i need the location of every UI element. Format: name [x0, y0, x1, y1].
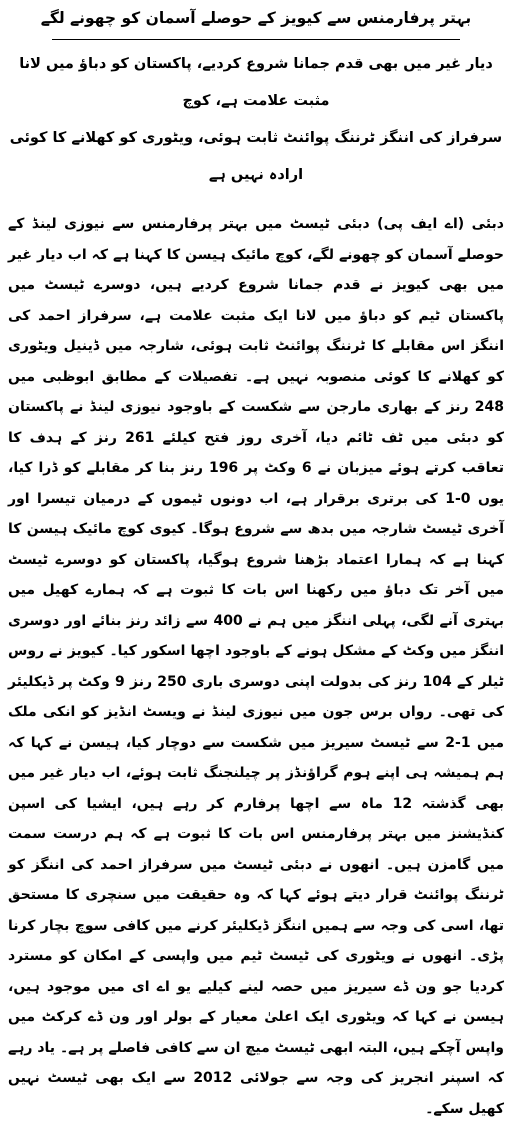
article-body-paragraph: دبئی (اے ایف پی) دبئی ٹیسٹ میں بہتر پرفارمنس سے نیوزی لینڈ کے حوصلے آسمان کو چھونے لگے، کوچ مائیک ہیسن کا کہنا ہے کہ اب دیار غیر میں بھی کیویز نے قدم جمانا شروع کردیے ہیں، دوسرے ٹیسٹ میں پاکستان ٹیم کو دباؤ میں لانا ایک مثبت علامت ہے، سرفراز احمد کی اننگز اس مقابلے کا ٹرننگ پوائنٹ ثابت ہوئی، شارجہ میں ڈینیل ویٹوری کو کھلانے کا کوئی منصوبہ نہیں ہے۔ تفصیلات کے مطابق ابوظبی میں 248 رنز کے بھاری مارجن سے شکست کے باوجود نیوزی لینڈ نے پاکستان کو دبئی میں ٹف ٹائم دیا، آخری روز فتح کیلئے 261 رنز کے ہدف کا تعاقب کرتے ہوئے میزبان نے 6 وکٹ پر 196 رنز بنا کر مقابلے کو ڈرا کیا، یوں 0-1 کی برتری برقرار ہے، اب دونوں ٹیموں کے درمیان تیسرا اور آخری ٹیسٹ شارجہ میں بدھ سے شروع ہوگا۔ کیوی کوچ مائیک ہیسن کا کہنا ہے کہ ہمارا اعتماد بڑھنا شروع ہوگیا، پاکستان کو دوسرے ٹیسٹ میں آخر تک دباؤ میں رکھنا اس بات کا ثبوت ہے کہ ہمارے کھیل میں بہتری آنے لگی، پہلی اننگز میں ہم نے 400 سے زائد رنز بنائے اور دوسری اننگز میں وکٹ کے مشکل ہونے کے باوجود اچھا اسکور کیا۔ کیویز نے روس ٹیلر کے 104 رنز کی بدولت اپنی دوسری باری 250 رنز 9 وکٹ پر ڈیکلیئر کی تھی۔ رواں برس جون میں نیوزی لینڈ نے ویسٹ انڈیز کو انکی ملک میں 1-2 سے ٹیسٹ سیریز میں شکست سے دوچار کیا، ہیسن نے کہا کہ ہم ہمیشہ ہی اپنے ہوم گراؤنڈز پر چیلنجنگ ثابت ہوئے، اب دیار غیر میں بھی گذشتہ 12 ماہ سے اچھا پرفارم کر رہے ہیں، ایشیا کی اسپن کنڈیشنز میں بہتر پرفارمنس اس بات کا ثبوت ہے کہ ہم درست سمت میں گامزن ہیں۔ انھوں نے دبئی ٹیسٹ میں سرفراز احمد کی اننگز کو ٹرننگ پوائنٹ قرار دیتے ہوئے کہا کہ وہ حقیقت میں سنچری کا مستحق تھا، اسی کی وجہ سے ہمیں اننگز ڈیکلیئر کرنے میں کافی سوچ بچار کرنا پڑی۔ انھوں نے ویٹوری کی ٹیسٹ ٹیم میں واپسی کے امکان کو مسترد کردیا جو ون ڈے سیریز میں حصہ لینے کیلیے یو اے ای میں موجود ہیں، ہیسن نے کہا کہ ویٹوری ایک اعلیٰ معیار کے بولر اور ون ڈے کرکٹ میں واپس آچکے ہیں، البتہ ابھی ٹیسٹ میچ ان سے کافی فاصلے پر ہے۔ یاد رہے کہ اسپنر انجریز کی وجہ سے جولائی 2012 سے ایک بھی ٹیسٹ نہیں کھیل سکے۔ [8, 216, 505, 1117]
headline-divider [52, 39, 460, 40]
article-headline: بہتر پرفارمنس سے کیویز کے حوصلے آسمان کو چھونے لگے [40, 9, 472, 27]
article-subheadline-line-2: سرفراز کی اننگز ٹرننگ پوائنٹ ثابت ہوئی، ویٹوری کو کھلانے کا کوئی ارادہ نہیں ہے [9, 130, 503, 183]
article-subheadline-line-1: دیار غیر میں بھی قدم جمانا شروع کردیے، پاکستان کو دباؤ میں لانا مثبت علامت ہے، کوچ [19, 56, 493, 109]
article-body [8, 209, 504, 1124]
